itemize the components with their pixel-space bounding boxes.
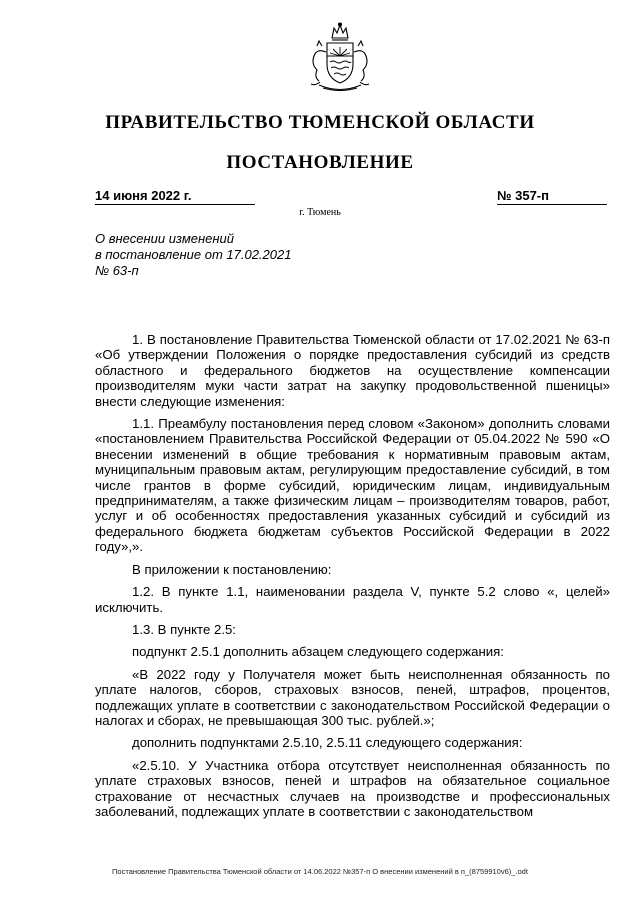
document-subject [95, 231, 345, 279]
paragraph: дополнить подпунктами 2.5.10, 2.5.11 следующего содержания: [132, 735, 523, 751]
coat-of-arms-icon [305, 22, 375, 94]
paragraph: 1.2. В пункте 1.1, наименовании раздела V, пункте 5.2 слово «, целей» исключить. [95, 584, 610, 615]
paragraph: «В 2022 году у Получателя может быть неисполненная обязанность по уплате налогов, сборов, страховых взносов, пеней, штрафов, процентов, подлежащих уплате в соответствии с законодательством Российской Федерации о налогах и сборах, не превышающая 300 тыс. рублей.»; [95, 666, 610, 728]
paragraph: 1.3. В пункте 2.5: [132, 621, 236, 637]
paragraph: В приложении к постановлению: [132, 561, 332, 577]
paragraph: «2.5.10. У Участника отбора отсутствует неисполненная обязанность по уплате страховых взносов, пеней и штрафов на обязательное социальное страхование от несчастных случаев на производстве и профессиональных заболеваний, подлежащих уплате в соответствии с законодательством [95, 757, 610, 819]
document-number: № 357-п [497, 188, 607, 205]
document-body [95, 332, 610, 826]
paragraph: подпункт 2.5.1 дополнить абзацем следующего содержания: [132, 644, 504, 660]
subject-line: О внесении изменений [95, 231, 234, 246]
subject-line: в постановление от 17.02.2021 [95, 247, 292, 262]
page-footer: Постановление Правительства Тюменской области от 14.06.2022 №357-п О внесении изменений в п_(8759910v6)_.odt [112, 867, 528, 876]
paragraph: 1. В постановление Правительства Тюменской области от 17.02.2021 № 63-п «Об утверждении Положения о порядке предоставления субсидий из средств областного и федерального бюджетов на осуществление компенсации производителям муки части затрат на закупку продовольственной пшеницы» внести следующие изменения: [95, 332, 610, 409]
organization-title: ПРАВИТЕЛЬСТВО ТЮМЕНСКОЙ ОБЛАСТИ [105, 112, 535, 133]
document-type: ПОСТАНОВЛЕНИЕ [226, 152, 414, 173]
paragraph: 1.1. Преамбулу постановления перед словом «Законом» дополнить словами «постановлением Правительства Российской Федерации от 05.04.2022 № 590 «О внесении изменений в общие требования к нормативным правовым актам, муниципальным правовым актам, регулирующим предоставление субсидий, в том числе грантов в форме субсидий, юридическим лицам, индивидуальным предпринимателям, а также физическим лицам – производителям товаров, работ, услуг и об особенностях предоставления указанных субсидий и субсидий из федерального бюджета бюджетам субъектов Российской Федерации в 2022 году»,». [95, 416, 610, 555]
document-city: г. Тюмень [299, 207, 341, 218]
subject-line: № 63-п [95, 263, 139, 278]
document-date: 14 июня 2022 г. [95, 188, 255, 205]
